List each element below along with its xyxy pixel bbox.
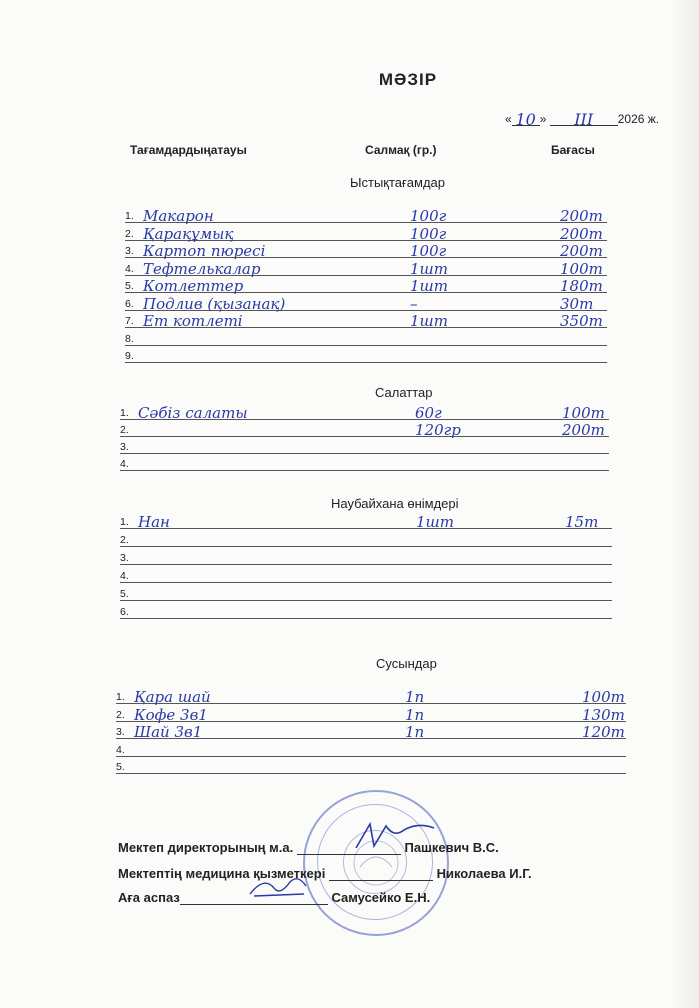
row-number: 8. [125,332,134,345]
dish-name: Шай 3в1 [134,723,203,741]
row-number: 1. [120,516,129,528]
menu-row [120,547,612,565]
dish-name: Картоп пюресі [143,242,266,260]
director-label: Мектеп директорының м.а. [118,840,294,855]
menu-row [125,345,607,363]
cook-name: Самусейко Е.Н. [331,890,431,905]
menu-row [125,293,607,311]
column-header-weight: Салмақ (гр.) [365,143,437,157]
dish-name: Тефтелькалар [143,259,261,278]
menu-row [120,583,612,601]
date-day: 10 [515,110,536,129]
dish-price: 350т [560,312,603,330]
menu-row [116,721,626,739]
dish-weight: 1п [405,688,425,706]
menu-row [116,756,626,774]
section-title: Сусындар [376,656,437,671]
dish-name: Нан [138,513,170,531]
dish-price: 180т [560,277,603,295]
dish-price: 200т [562,421,605,439]
dish-price: 200т [560,207,603,225]
menu-row [125,275,607,293]
stamp-emblem-icon [305,792,447,934]
dish-name: Кофе 3в1 [134,705,208,724]
dish-weight: 120гр [415,421,461,439]
column-header-name: Тағамдардыңатауы [130,143,247,157]
row-number: 4. [125,262,134,275]
row-number: 1. [125,210,134,222]
date-month: III [574,110,594,129]
row-number: 2. [116,708,125,721]
dish-weight: 1п [405,723,425,741]
row-number: 3. [120,552,129,564]
dish-weight: 100г [410,224,447,243]
menu-row [120,402,609,420]
menu-row [120,453,609,471]
menu-row [125,258,607,276]
menu-row [120,601,612,619]
dish-name: Қара шай [134,688,211,706]
dish-price: 200т [560,224,603,243]
row-number: 4. [120,458,129,470]
dish-name: Ет котлеті [143,312,243,330]
row-number: 1. [116,691,125,703]
menu-row [116,686,626,704]
dish-weight: – [410,294,418,313]
dish-name: Сәбіз салаты [138,404,248,422]
dish-price: 30т [560,294,594,313]
dish-price: 200т [560,242,603,260]
menu-row [125,240,607,258]
row-number: 9. [125,350,134,362]
column-header-price: Бағасы [551,143,595,157]
medic-signature-line [118,866,532,881]
date-year: 2026 ж. [617,112,660,126]
dish-name: Котлеттер [143,277,244,295]
date-close-quote: » [539,112,547,126]
menu-row [125,328,607,346]
row-number: 6. [125,297,134,310]
row-number: 5. [120,588,129,600]
cook-signature-line [118,890,430,905]
row-number: 4. [116,743,125,756]
document-title: МӘЗІР [378,70,438,89]
dish-name: Макарон [143,207,214,225]
dish-weight: 60г [415,404,442,422]
row-number: 5. [116,761,125,773]
row-number: 3. [120,441,129,453]
dish-price: 120т [582,723,625,741]
row-number: 7. [125,315,134,327]
dish-price: 15т [565,513,599,531]
menu-row [125,310,607,328]
row-number: 5. [125,280,134,292]
dish-weight: 1шт [410,312,448,330]
row-number: 6. [120,606,129,618]
dish-name: Подлив (қызанақ) [143,294,286,313]
director-signature-line [118,840,499,855]
section-title: Салаттар [375,385,433,400]
dish-name: Қарақұмық [143,224,234,243]
dish-weight: 1шт [410,259,448,278]
dish-weight: 100г [410,207,447,225]
row-number: 3. [116,726,125,738]
menu-row [125,223,607,241]
row-number: 2. [120,424,129,436]
dish-weight: 1п [405,705,425,724]
official-stamp [303,790,449,936]
menu-row [116,704,626,722]
medic-label: Мектептің медицина қызметкері [118,866,326,881]
medic-name: Николаева И.Г. [436,866,532,881]
menu-row [120,436,609,454]
cook-label: Аға аспаз [118,890,180,905]
menu-row [120,529,612,547]
dish-weight: 1шт [410,277,448,295]
dish-price: 130т [582,705,625,724]
menu-row [116,739,626,757]
menu-row [125,205,607,223]
menu-row [120,511,612,529]
dish-weight: 100г [410,242,447,260]
row-number: 4. [120,570,129,582]
menu-row [120,419,609,437]
dish-price: 100т [560,259,603,278]
section-title: Наубайхана өнімдері [331,496,459,511]
row-number: 3. [125,245,134,257]
row-number: 1. [120,407,129,419]
director-name: Пашкевич В.С. [404,840,499,855]
date-open-quote: « [505,112,512,126]
dish-price: 100т [582,688,625,706]
section-title: Ыстықтағамдар [350,175,445,190]
row-number: 2. [125,227,134,240]
dish-weight: 1шт [416,513,454,531]
row-number: 2. [120,534,129,546]
dish-price: 100т [562,404,605,422]
menu-row [120,565,612,583]
date-line [505,110,660,129]
